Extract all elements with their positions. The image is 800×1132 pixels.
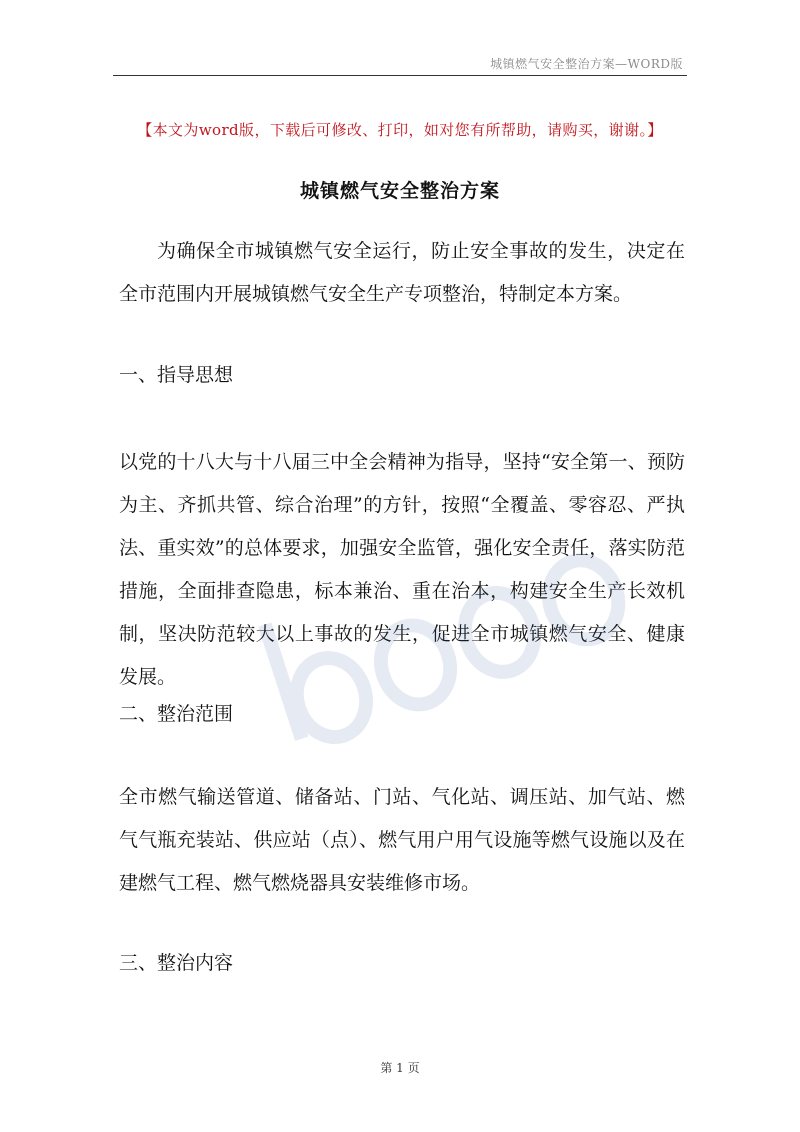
page-number: 第 1 页 (380, 1061, 420, 1075)
section-heading-content: 三、整治内容 (119, 952, 234, 974)
header-rule (113, 75, 687, 76)
intro-paragraph: 为确保全市城镇燃气安全运行，防止安全事故的发生，决定在全市范围内开展城镇燃气安全生产专项整治，特制定本方案。 (119, 240, 685, 305)
purchase-notice: 【本文为word版，下载后可修改、打印，如对您有所帮助，请购买，谢谢。】 (137, 121, 663, 139)
section-body-scope: 全市燃气输送管道、储备站、门站、气化站、调压站、加气站、燃气气瓶充装站、供应站（点）、燃气用户用气设施等燃气设施以及在建燃气工程、燃气燃烧器具安装维修市场。 (119, 786, 685, 894)
running-header: 城镇燃气安全整治方案—WORD版 (490, 57, 683, 71)
section-body-guiding-ideology: 以党的十八大与十八届三中全会精神为指导，坚持“安全第一、预防为主、齐抓共管、综合治理”的方针，按照“全覆盖、零容忍、严执法、重实效”的总体要求，加强安全监管，强化安全责任，落实防范措施，全面排查隐患，标本兼治、重在治本，构建安全生产长效机制，坚决防范较大以上事故的发生，促进全市城镇燃气安全、健康发展。 (119, 451, 685, 688)
section-heading-guiding-ideology: 一、指导思想 (119, 364, 234, 386)
document-title: 城镇燃气安全整治方案 (299, 180, 500, 202)
section-heading-scope: 二、整治范围 (119, 703, 234, 725)
